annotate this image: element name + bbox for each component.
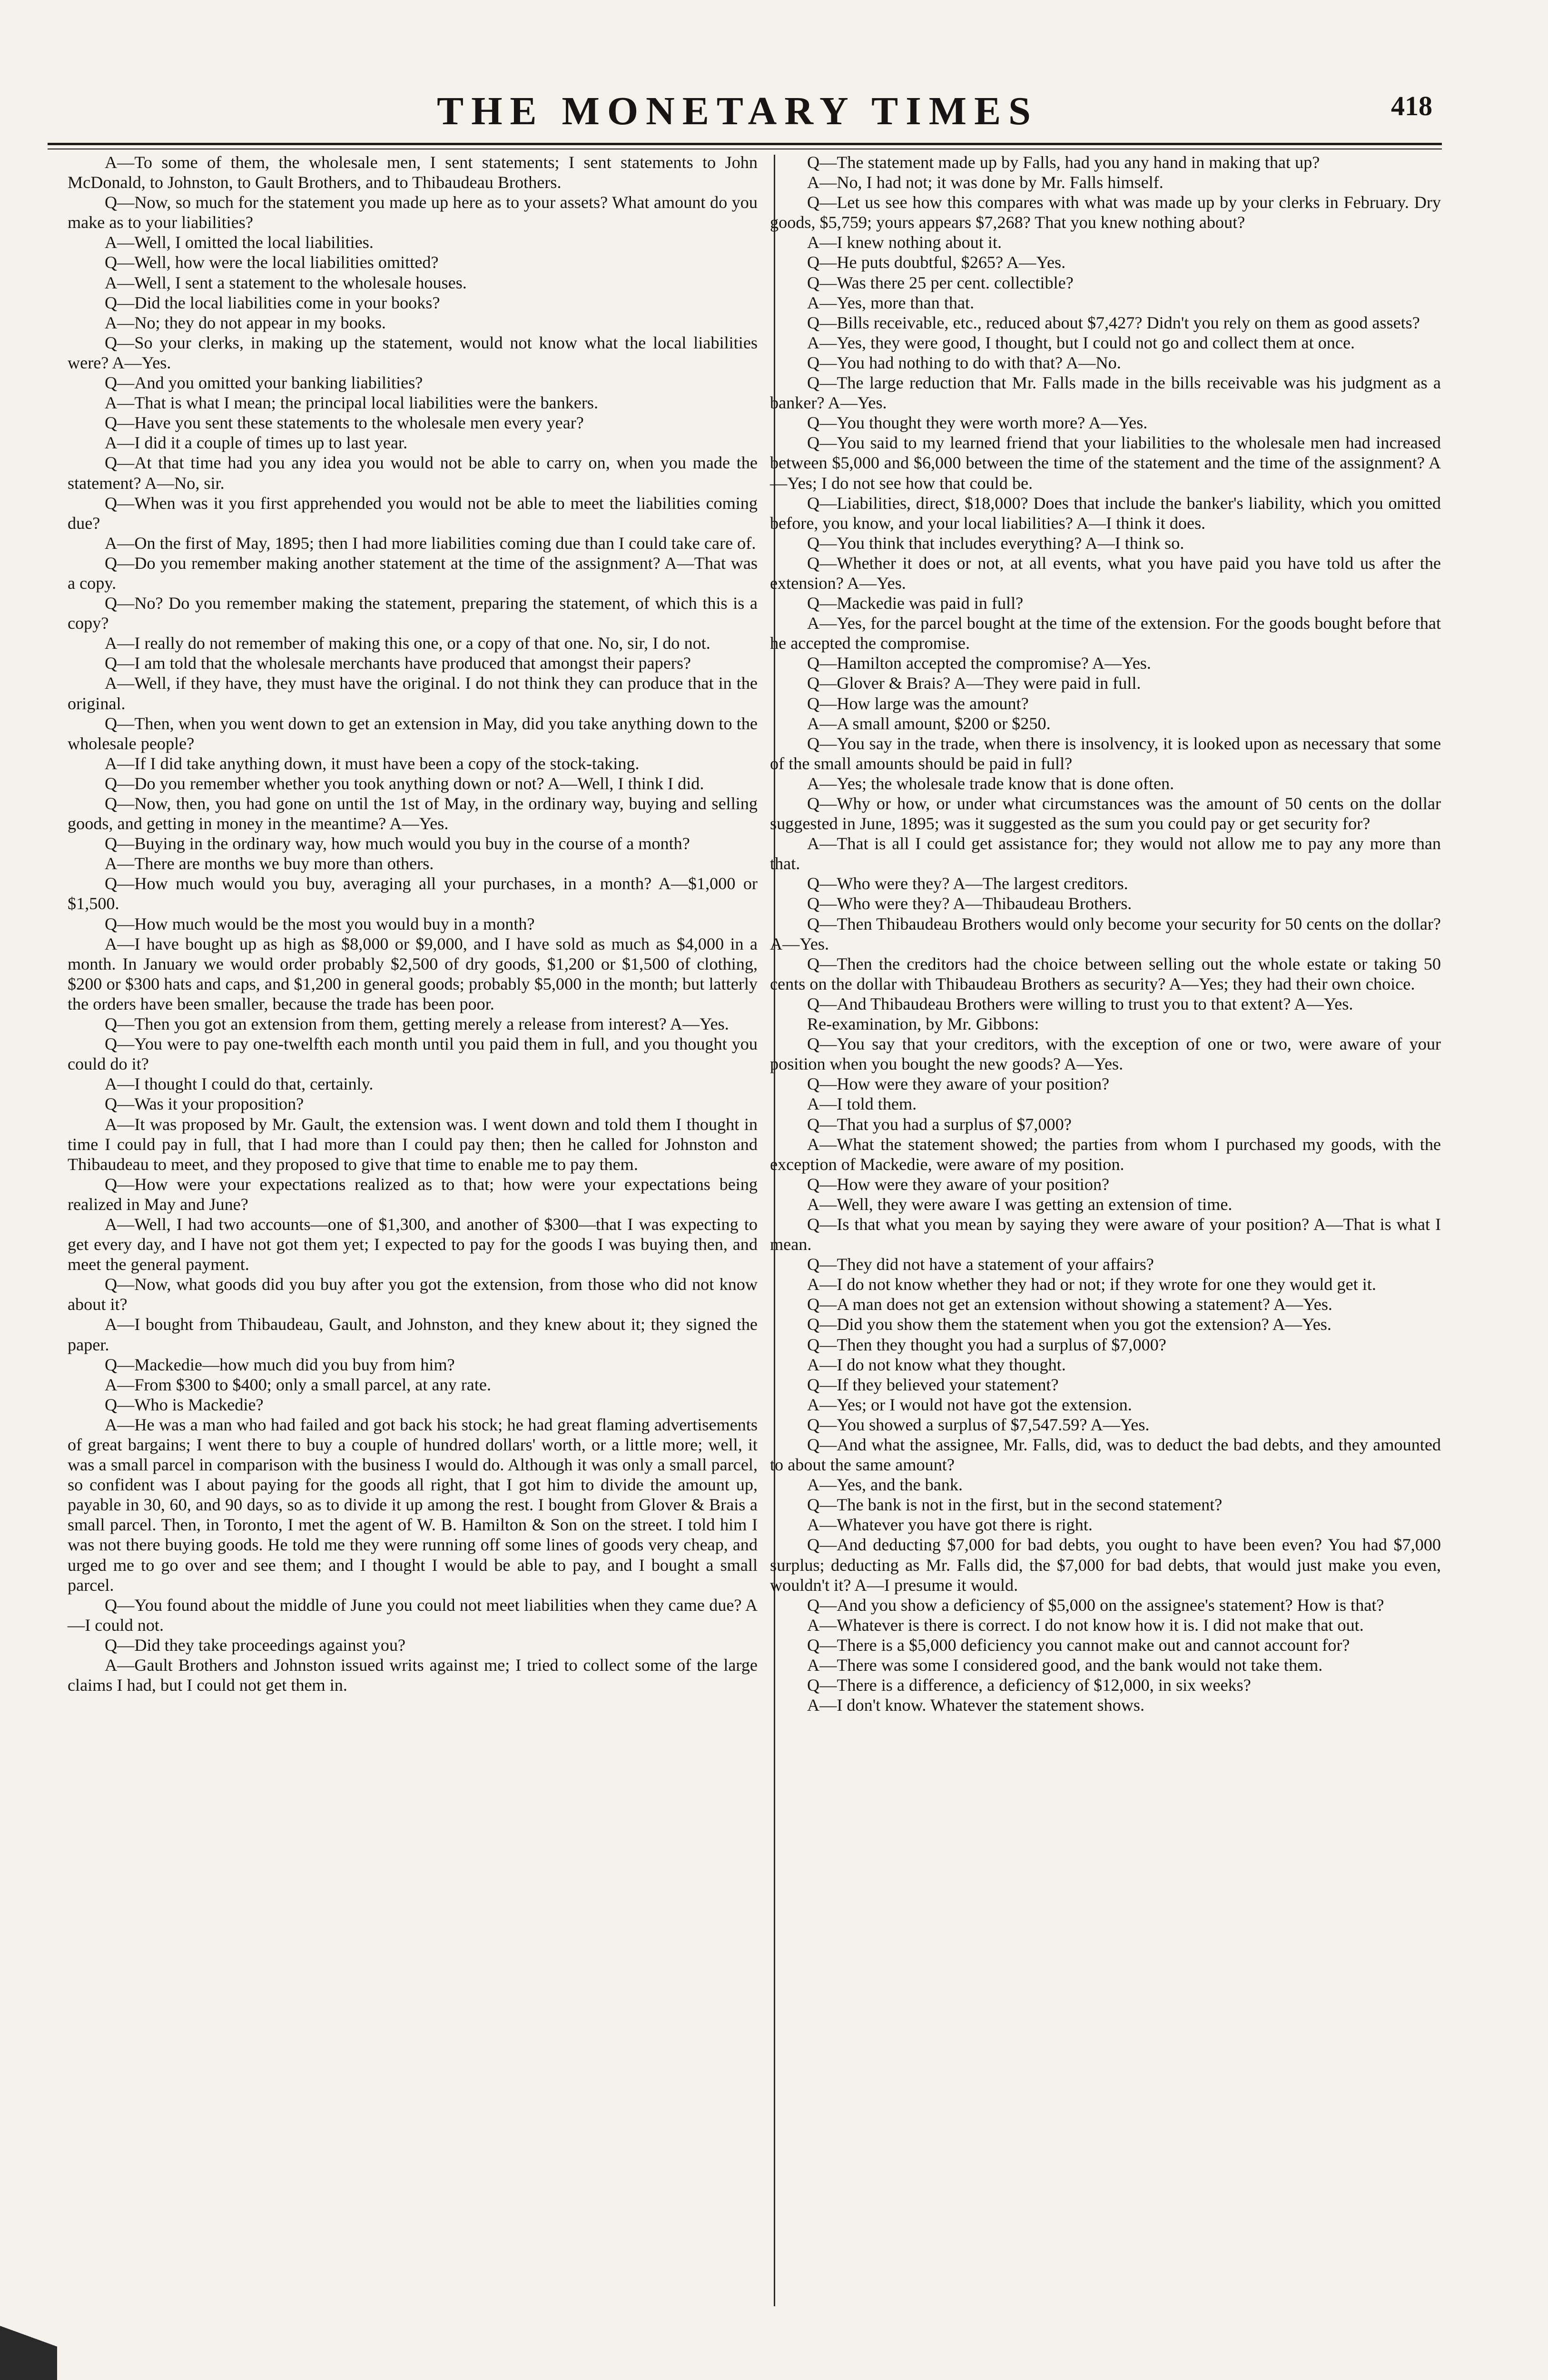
- transcript-paragraph: A—I have bought up as high as $8,000 or $9,000, and I have sold as much as $4,000 in a month. In January we would order probably $2,500 of dry goods, $1,200 or $1,500 of clothing, $200 or $300 hats and caps, and $1,200 in general goods; probably $5,000 in the month; but latterly the orders have been smaller, because the trade has been poor.: [68, 934, 758, 1013]
- publication-title: THE MONETARY TIMES: [437, 89, 1038, 133]
- transcript-paragraph: Q—Well, how were the local liabilities omitted?: [105, 253, 439, 272]
- transcript-paragraph: A—There was some I considered good, and the bank would not take them.: [807, 1656, 1323, 1675]
- transcript-paragraph: Q—Did the local liabilities come in your books?: [105, 293, 440, 312]
- transcript-paragraph: Q—Mackedie—how much did you buy from him?: [105, 1355, 455, 1374]
- transcript-paragraph: A—I bought from Thibaudeau, Gault, and Johnston, and they knew about it; they signed the paper.: [68, 1315, 758, 1354]
- transcript-paragraph: Q—How large was the amount?: [807, 694, 1029, 713]
- masthead: [95, 83, 1432, 140]
- transcript-paragraph: Q—How much would you buy, averaging all your purchases, in a month? A—$1,000 or $1,500.: [68, 874, 758, 913]
- transcript-paragraph: Q—When was it you first apprehended you would not be able to meet the liabilities coming due?: [68, 493, 758, 533]
- transcript-paragraph: A—Gault Brothers and Johnston issued writs against me; I tried to collect some of the large claims I had, but I could not get them in.: [68, 1656, 758, 1695]
- transcript-paragraph: Q—The statement made up by Falls, had you any hand in making that up?: [807, 153, 1320, 172]
- transcript-paragraph: Q—There is a difference, a deficiency of $12,000, in six weeks?: [807, 1676, 1251, 1695]
- transcript-paragraph: A—I knew nothing about it.: [807, 233, 1002, 252]
- transcript-paragraph: Q—Is that what you mean by saying they were aware of your position? A—That is what I mean.: [770, 1214, 1441, 1254]
- transcript-paragraph: A—Well, they were aware I was getting an extension of time.: [807, 1194, 1232, 1214]
- transcript-paragraph: Q—The large reduction that Mr. Falls made in the bills receivable was his judgment as a banker? A—Yes.: [770, 373, 1441, 413]
- transcript-paragraph: Q—That you had a surplus of $7,000?: [807, 1114, 1072, 1134]
- transcript-paragraph: Q—At that time had you any idea you would not be able to carry on, when you made the statement? A—No, sir.: [68, 453, 758, 493]
- transcript-paragraph: A—I did it a couple of times up to last year.: [105, 433, 408, 453]
- transcript-paragraph: Q—Now, what goods did you buy after you got the extension, from those who did not know about it?: [68, 1275, 758, 1314]
- transcript-paragraph: Q—Liabilities, direct, $18,000? Does that include the banker's liability, which you omitted before, you know, and your local liabilities? A—I think it does.: [770, 493, 1441, 533]
- transcript-paragraph: Q—Did you show them the statement when you got the extension? A—Yes.: [807, 1315, 1331, 1334]
- transcript-paragraph: A—Well, I omitted the local liabilities.: [105, 233, 374, 252]
- transcript-paragraph: Q—I am told that the wholesale merchants have produced that amongst their papers?: [105, 654, 691, 673]
- transcript-paragraph: Q—And you show a deficiency of $5,000 on the assignee's statement? How is that?: [807, 1595, 1384, 1615]
- transcript-paragraph: Q—You found about the middle of June you could not meet liabilities when they came due? A—I could not.: [68, 1595, 758, 1635]
- transcript-paragraph: Q—You showed a surplus of $7,547.59? A—Yes.: [807, 1415, 1150, 1434]
- transcript-paragraph: Q—And what the assignee, Mr. Falls, did, was to deduct the bad debts, and they amounted to about the same amount?: [770, 1435, 1441, 1475]
- transcript-paragraph: A—Yes; the wholesale trade know that is done often.: [807, 774, 1174, 793]
- transcript-paragraph: Q—You think that includes everything? A—I think so.: [807, 533, 1184, 553]
- transcript-paragraph: Q—You say in the trade, when there is insolvency, it is looked upon as necessary that some of the small amounts should be paid in full?: [770, 734, 1441, 773]
- transcript-paragraph: Q—Did they take proceedings against you?: [105, 1635, 406, 1655]
- transcript-paragraph: Q—Who is Mackedie?: [105, 1395, 264, 1414]
- transcript-paragraph: Q—Let us see how this compares with what was made up by your clerks in February. Dry goods, $5,759; yours appears $7,268? That you knew nothing about?: [770, 193, 1441, 232]
- transcript-paragraph: Q—So your clerks, in making up the statement, would not know what the local liabilities were? A—Yes.: [68, 333, 758, 372]
- transcript-paragraph: A—Yes, more than that.: [807, 293, 975, 312]
- transcript-paragraph: Q—Buying in the ordinary way, how much would you buy in the course of a month?: [105, 834, 690, 853]
- transcript-paragraph: A—Well, if they have, they must have the original. I do not think they can produce that in the original.: [68, 674, 758, 713]
- transcript-paragraph: Q—He puts doubtful, $265? A—Yes.: [807, 253, 1066, 272]
- transcript-paragraph: Q—Then you got an extension from them, getting merely a release from interest? A—Yes.: [105, 1014, 729, 1034]
- transcript-paragraph: Q—Whether it does or not, at all events, what you have paid you have told us after the extension? A—Yes.: [770, 553, 1441, 593]
- transcript-paragraph: A—There are months we buy more than others.: [105, 854, 434, 873]
- transcript-paragraph: A—Well, I had two accounts—one of $1,300, and another of $300—that I was expecting to get every day, and I have not got them yet; I expected to pay for the goods I was buying then, and meet the general payment.: [68, 1214, 758, 1274]
- transcript-paragraph: A—If I did take anything down, it must have been a copy of the stock-taking.: [105, 754, 640, 773]
- transcript-paragraph: A—I thought I could do that, certainly.: [105, 1074, 374, 1094]
- transcript-paragraph: Q—A man does not get an extension without showing a statement? A—Yes.: [807, 1295, 1332, 1314]
- transcript-paragraph: A—Whatever is there is correct. I do not know how it is. I did not make that out.: [807, 1615, 1364, 1635]
- transcript-paragraph: Q—Hamilton accepted the compromise? A—Yes.: [807, 654, 1151, 673]
- transcript-paragraph: A—I do not know what they thought.: [807, 1355, 1066, 1374]
- transcript-paragraph: Q—Glover & Brais? A—They were paid in full.: [807, 674, 1141, 693]
- transcript-paragraph: Q—They did not have a statement of your affairs?: [807, 1255, 1154, 1274]
- transcript-paragraph: Re-examination, by Mr. Gibbons:: [807, 1014, 1039, 1034]
- transcript-paragraph: A—Yes; or I would not have got the extension.: [807, 1395, 1132, 1414]
- transcript-paragraph: Q—You thought they were worth more? A—Yes.: [807, 413, 1148, 433]
- transcript-paragraph: A—I really do not remember of making this one, or a copy of that one. No, sir, I do not.: [105, 634, 710, 653]
- transcript-paragraph: Q—Who were they? A—The largest creditors.: [807, 874, 1128, 893]
- transcript-paragraph: Q—And you omitted your banking liabilities?: [105, 373, 423, 393]
- transcript-paragraph: Q—Then, when you went down to get an extension in May, did you take anything down to the wholesale people?: [68, 714, 758, 753]
- transcript-paragraph: Q—Was it your proposition?: [105, 1094, 304, 1114]
- page-corner-shadow: [0, 2289, 57, 2380]
- transcript-paragraph: A—Whatever you have got there is right.: [807, 1515, 1093, 1535]
- transcript-paragraph: Q—Mackedie was paid in full?: [807, 594, 1024, 613]
- transcript-paragraph: Q—You were to pay one-twelfth each month until you paid them in full, and you thought you could do it?: [68, 1034, 758, 1074]
- transcript-paragraph: A—I told them.: [807, 1094, 917, 1114]
- left-column: [68, 152, 758, 1695]
- transcript-paragraph: Q—If they believed your statement?: [807, 1375, 1059, 1394]
- transcript-paragraph: Q—The bank is not in the first, but in the second statement?: [807, 1495, 1223, 1515]
- transcript-paragraph: A—No; they do not appear in my books.: [105, 313, 386, 332]
- transcript-paragraph: Q—Now, then, you had gone on until the 1st of May, in the ordinary way, buying and selling goods, and getting in money in the meantime? A—Yes.: [68, 794, 758, 833]
- transcript-paragraph: Q—You say that your creditors, with the exception of one or two, were aware of your position when you bought the new goods? A—Yes.: [770, 1034, 1441, 1074]
- transcript-paragraph: Q—How much would be the most you would buy in a month?: [105, 914, 535, 933]
- transcript-paragraph: Q—Bills receivable, etc., reduced about $7,427? Didn't you rely on them as good assets?: [807, 313, 1420, 332]
- transcript-paragraph: Q—How were your expectations realized as to that; how were your expectations being realized in May and June?: [68, 1174, 758, 1214]
- transcript-paragraph: Q—No? Do you remember making the statement, preparing the statement, of which this is a copy?: [68, 594, 758, 633]
- transcript-paragraph: A—From $300 to $400; only a small parcel, at any rate.: [105, 1375, 492, 1394]
- transcript-paragraph: A—I don't know. Whatever the statement shows.: [807, 1696, 1145, 1715]
- transcript-paragraph: A—That is what I mean; the principal local liabilities were the bankers.: [105, 393, 599, 413]
- transcript-paragraph: A—I do not know whether they had or not; if they wrote for one they would get it.: [807, 1275, 1376, 1294]
- right-column: [770, 152, 1441, 1715]
- transcript-paragraph: Q—You said to my learned friend that your liabilities to the wholesale men had increased between $5,000 and $6,000 between the time of the statement and the time of the assignment? A—Yes; I do not see how that could be.: [770, 433, 1441, 493]
- transcript-paragraph: Q—Now, so much for the statement you made up here as to your assets? What amount do you make as to your liabilities?: [68, 193, 758, 232]
- transcript-paragraph: Q—There is a $5,000 deficiency you cannot make out and cannot account for?: [807, 1635, 1350, 1655]
- transcript-paragraph: Q—Then Thibaudeau Brothers would only become your security for 50 cents on the dollar? A—Yes.: [770, 914, 1441, 953]
- transcript-paragraph: A—To some of them, the wholesale men, I sent statements; I sent statements to John McDonald, to Johnston, to Gault Brothers, and to Thibaudeau Brothers.: [68, 153, 758, 192]
- transcript-paragraph: Q—Then they thought you had a surplus of $7,000?: [807, 1335, 1166, 1354]
- transcript-paragraph: Q—You had nothing to do with that? A—No.: [807, 353, 1121, 372]
- transcript-paragraph: Q—Do you remember whether you took anything down or not? A—Well, I think I did.: [105, 774, 704, 793]
- transcript-paragraph: A—Yes, and the bank.: [807, 1475, 963, 1495]
- page-number: 418: [1391, 90, 1432, 121]
- transcript-paragraph: A—That is all I could get assistance for; they would not allow me to pay any more than that.: [770, 834, 1441, 873]
- transcript-paragraph: Q—Why or how, or under what circumstances was the amount of 50 cents on the dollar suggested in June, 1895; was it suggested as the sum you could pay or get security for?: [770, 794, 1441, 833]
- transcript-paragraph: Q—Have you sent these statements to the wholesale men every year?: [105, 413, 584, 433]
- transcript-paragraph: A—Well, I sent a statement to the wholesale houses.: [105, 273, 467, 292]
- transcript-paragraph: A—A small amount, $200 or $250.: [807, 714, 1051, 733]
- transcript-paragraph: Q—Was there 25 per cent. collectible?: [807, 273, 1074, 292]
- transcript-paragraph: Q—Do you remember making another statement at the time of the assignment? A—That was a copy.: [68, 553, 758, 593]
- transcript-paragraph: A—It was proposed by Mr. Gault, the extension was. I went down and told them I thought in time I could pay in full, that I had more than I could pay then; then he called for Johnston and Thibaudeau to meet, and they proposed to give that time to enable me to pay them.: [68, 1114, 758, 1174]
- transcript-paragraph: Q—How were they aware of your position?: [807, 1174, 1110, 1194]
- transcript-paragraph: Q—And Thibaudeau Brothers were willing to trust you to that extent? A—Yes.: [807, 994, 1353, 1013]
- header-rule-thick: [48, 143, 1442, 145]
- transcript-paragraph: Q—How were they aware of your position?: [807, 1074, 1110, 1094]
- transcript-paragraph: A—No, I had not; it was done by Mr. Falls himself.: [807, 173, 1163, 192]
- transcript-paragraph: A—On the first of May, 1895; then I had more liabilities coming due than I could take care of.: [105, 533, 756, 553]
- transcript-paragraph: A—Yes, for the parcel bought at the time of the extension. For the goods bought before that he accepted the compromise.: [770, 614, 1441, 653]
- transcript-paragraph: Q—Then the creditors had the choice between selling out the whole estate or taking 50 cents on the dollar with Thibaudeau Brothers as security? A—Yes; they had their own choice.: [770, 954, 1441, 993]
- transcript-paragraph: Q—Who were they? A—Thibaudeau Brothers.: [807, 894, 1132, 913]
- transcript-paragraph: A—What the statement showed; the parties from whom I purchased my goods, with the exception of Mackedie, were aware of my position.: [770, 1134, 1441, 1174]
- transcript-paragraph: A—Yes, they were good, I thought, but I could not go and collect them at once.: [807, 333, 1355, 352]
- transcript-paragraph: Q—And deducting $7,000 for bad debts, you ought to have been even? You had $7,000 surplus; deducting as Mr. Falls did, the $7,000 for bad debts, that would just make you even, wouldn't it? A—I presume it would.: [770, 1535, 1441, 1595]
- transcript-paragraph: A—He was a man who had failed and got back his stock; he had great flaming advertisements of great bargains; I went there to buy a couple of hundred dollars' worth, or a little more; well, it was a small parcel in comparison with the business I would do. Although it was only a small parcel, so confident was I about paying for the goods all right, that I got him to divide the amount up, payable in 30, 60, and 90 days, so as to divide it up among the rest. I bought from Glover & Brais a small parcel. Then, in Toronto, I met the agent of W. B. Hamilton & Son on the street. I told him I was not there buying goods. He told me they were running off some lines of goods very cheap, and urged me to go over and see them; and I thought I would be able to pay, and I bought a small parcel.: [68, 1415, 758, 1595]
